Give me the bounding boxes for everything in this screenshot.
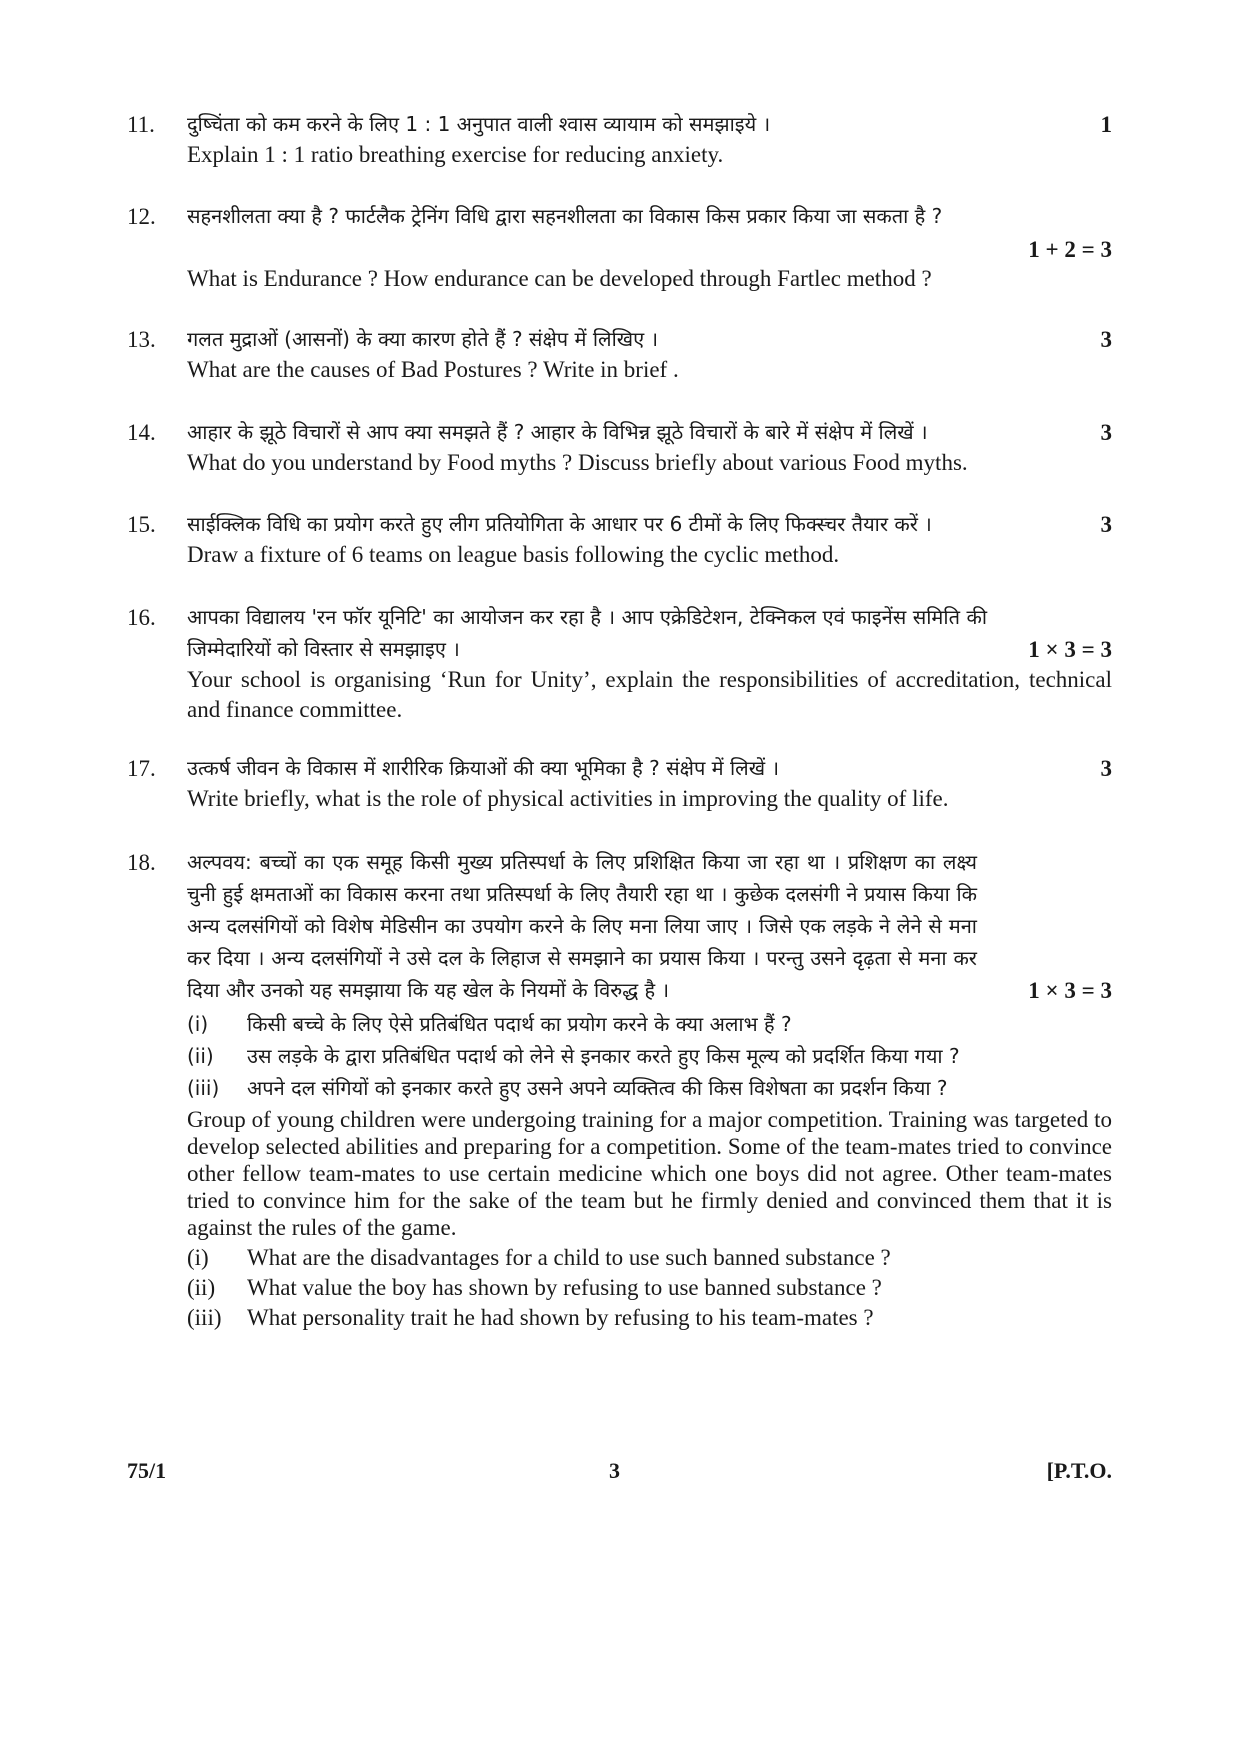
sub-question (187, 1008, 1112, 1040)
question-number: 16. (127, 605, 156, 630)
sub-question-text: उस लड़के के द्वारा प्रतिबंधित पदार्थ को लेने से इनकार करते हुए किस मूल्य को प्रदर्शित किया गया ? (247, 1044, 960, 1068)
question-text-hindi: उत्कर्ष जीवन के विकास में शारीरिक क्रियाओं की क्या भूमिका है ? संक्षेप में लिखें । (187, 756, 780, 780)
question-number: 12. (127, 204, 156, 229)
question-text-hindi: साईक्लिक विधि का प्रयोग करते हुए लीग प्रतियोगिता के आधार पर 6 टीमों के लिए फिक्स्चर तैयार करें । (187, 512, 932, 536)
sub-question (187, 1040, 1112, 1072)
question-text-hindi: आपका विद्यालय 'रन फॉर यूनिटि' का आयोजन कर रहा है । आप एक्रेडिटेशन, टेक्निकल एवं फाइनेंस समिति की जिम्मेदारियों को विस्तार से समझाइए । (187, 605, 987, 661)
marks: 3 (1100, 512, 1112, 537)
pto-label: [P.T.O. (1046, 1458, 1112, 1483)
question-number: 14. (127, 420, 156, 445)
sub-question-number: (ii) (187, 1275, 216, 1300)
marks: 3 (1100, 420, 1112, 445)
sub-question-number: (i) (187, 1012, 209, 1036)
sub-question-text: What value the boy has shown by refusing to use banned substance ? (247, 1275, 882, 1300)
sub-question (187, 1072, 1112, 1104)
question-text-hindi: अल्पवय: बच्चों का एक समूह किसी मुख्य प्रतिस्पर्धा के लिए प्रशिक्षित किया जा रहा था । प्रशिक्षण का लक्ष्य चुनी हुई क्षमताओं का विकास करना तथा प्रतिस्पर्धा के लिए तैयारी रहा था । कुछेक दलसंगी ने प्रयास किया कि अन्य दलसंगियों को विशेष मेडिसीन का उपयोग करने के लिए मना लिया जाए । जिसे एक लड़के ने लेने से मना कर दिया । अन्य दलसंगियों ने उसे दल के लिहाज से समझाने का प्रयास किया । परन्तु उसने दृढ़ता से मना कर दिया और उनको यह समझाया कि यह खेल के नियमों के विरुद्ध है । (187, 850, 977, 1002)
sub-question-text: What personality trait he had shown by refusing to his team-mates ? (247, 1305, 874, 1330)
question-text-english: What is Endurance ? How endurance can be developed through Fartlec method ? (187, 266, 932, 291)
sub-question-text: अपने दल संगियों को इनकार करते हुए उसने अपने व्यक्तित्व की किस विशेषता का प्रदर्शन किया ? (247, 1076, 948, 1100)
question-text-english: Group of young children were undergoing training for a major competition. Training was targeted to develop selected abilities and preparing for a competition. Some of the team-mates tried to convince other fellow team-mates to use certain medicine which one boys did not agree. Other team-mates tried to convince him for the sake of the team but he firmly denied and convinced them that it is against the rules of the game. (187, 1107, 1112, 1240)
sub-questions-hindi (187, 1008, 1112, 1104)
question-text-hindi: सहनशीलता क्या है ? फार्टलैक ट्रेनिंग विधि द्वारा सहनशीलता का विकास किस प्रकार किया जा सकता है ? (187, 204, 943, 228)
question-text-english: What are the causes of Bad Postures ? Write in brief . (187, 357, 679, 382)
sub-question-number: (iii) (187, 1076, 220, 1100)
question-number: 17. (127, 756, 156, 781)
sub-questions-english (187, 1243, 1112, 1333)
page-footer (127, 1458, 1112, 1488)
question-number: 11. (127, 112, 155, 137)
sub-question-text: किसी बच्चे के लिए ऐसे प्रतिबंधित पदार्थ का प्रयोग करने के क्या अलाभ हैं ? (247, 1012, 792, 1036)
question-text-hindi: दुष्चिंता को कम करने के लिए 1 : 1 अनुपात वाली श्वास व्यायाम को समझाइये । (187, 112, 771, 136)
page-number: 3 (609, 1458, 620, 1483)
question-text-hindi: गलत मुद्राओं (आसनों) के क्या कारण होते हैं ? संक्षेप में लिखिए । (187, 327, 659, 351)
question-number: 13. (127, 327, 156, 352)
marks: 1 × 3 = 3 (1028, 637, 1112, 662)
marks: 1 + 2 = 3 (1028, 237, 1112, 262)
question-text-english: Draw a fixture of 6 teams on league basis following the cyclic method. (187, 542, 840, 567)
sub-question-number: (iii) (187, 1305, 222, 1330)
paper-code: 75/1 (127, 1458, 167, 1483)
sub-question-number: (ii) (187, 1044, 214, 1068)
marks: 3 (1100, 756, 1112, 781)
sub-question-text: What are the disadvantages for a child to use such banned substance ? (247, 1245, 891, 1270)
question-text-hindi: आहार के झूठे विचारों से आप क्या समझते हैं ? आहार के विभिन्न झूठे विचारों के बारे में संक्षेप में लिखें । (187, 420, 928, 444)
marks: 1 (1100, 112, 1112, 137)
sub-question (187, 1303, 1112, 1333)
question-text-english: Your school is organising ‘Run for Unity’, explain the responsibilities of accreditation, technical and finance committee. (187, 667, 1112, 722)
sub-question-number: (i) (187, 1245, 209, 1270)
sub-question (187, 1273, 1112, 1303)
question-number: 15. (127, 512, 156, 537)
sub-question (187, 1243, 1112, 1273)
question-number: 18. (127, 850, 156, 875)
marks: 1 × 3 = 3 (1028, 978, 1112, 1003)
question-text-english: What do you understand by Food myths ? Discuss briefly about various Food myths. (187, 450, 968, 475)
marks: 3 (1100, 327, 1112, 352)
question-text-english: Explain 1 : 1 ratio breathing exercise for reducing anxiety. (187, 142, 724, 167)
question-text-english: Write briefly, what is the role of physical activities in improving the quality of life. (187, 786, 949, 811)
